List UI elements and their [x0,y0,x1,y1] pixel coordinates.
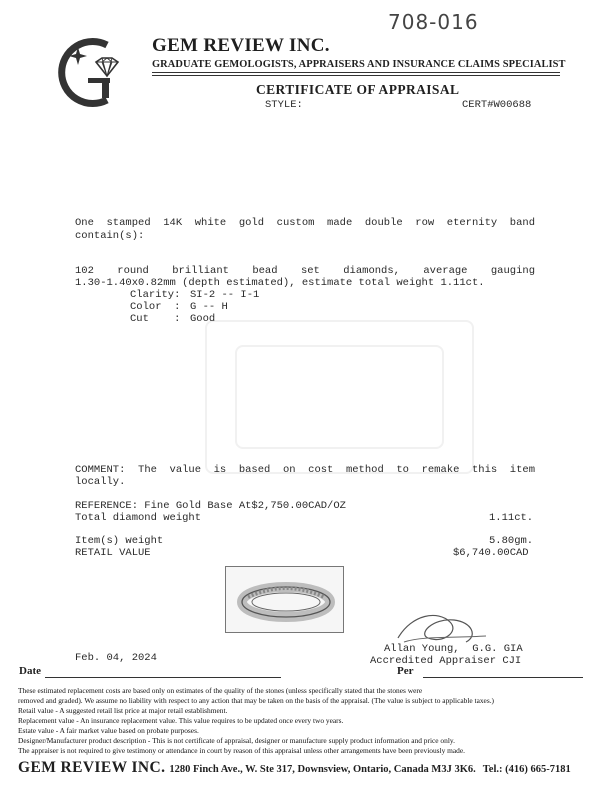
disclaimer-line: Retail value - A suggested retail list price at major retail establishment. [18,706,228,715]
retail-value-amount: $6,740.00CAD [453,547,529,559]
header-rule-top [152,72,560,73]
disclaimer-line: Designer/Manufacturer product description - This is not certificate of appraisal, designer or manufacture supply product information and price only. [18,736,455,745]
appraiser-title: Accredited Appraiser CJI [370,655,522,667]
per-label: Per [397,665,414,677]
certificate-title: CERTIFICATE OF APPRAISAL [256,82,460,97]
comment-line: locally. [75,476,126,488]
per-signature-line [423,677,583,678]
diamond-weight-value: 1.11ct. [489,512,534,524]
reference-line: REFERENCE: Fine Gold Base At$2,750.00CAD/OZ [75,500,346,512]
comment-line: COMMENT: The value is based on cost method to remake this item [75,464,535,476]
item-weight-label: Item(s) weight [75,535,164,547]
cert-number: CERT#W00688 [462,99,532,111]
disclaimer-line: Replacement value - An insurance replacement value. This value requires to be updated once every two years. [18,716,344,725]
file-number: 708-016 [388,10,479,34]
description-line: One stamped 14K white gold custom made double row eternity band [75,217,535,229]
style-label: STYLE: [265,99,303,111]
company-subtitle: GRADUATE GEMOLOGISTS, APPRAISERS AND INSURANCE CLAIMS SPECIALIST [152,59,566,70]
ring-image [226,567,343,632]
item-weight-value: 5.80gm. [489,535,534,547]
grade-color-label: Color : [130,301,181,313]
appraiser-name: Allan Young, G.G. GIA [384,643,523,655]
grade-cut-value: Good [190,313,216,325]
header-rule-bottom [152,75,560,76]
gem-review-logo [55,36,125,110]
retail-value-label: RETAIL VALUE [75,547,151,559]
stones-line: 102 round brilliant bead set diamonds, average gauging [75,265,535,277]
footer-company: GEM REVIEW INC. [18,759,166,776]
disclaimer-line: The appraiser is not required to give testimony or attendance in court by reason of this appraisal unless other arrangements have been previously made. [18,746,465,755]
company-name: GEM REVIEW INC. [152,35,330,56]
date-signature-line [45,677,281,678]
ring-photo [225,566,344,633]
footer-address: 1280 Finch Ave., W. Ste 317, Downsview, Ontario, Canada M3J 3K6. [169,764,476,775]
disclaimer-line: These estimated replacement costs are based only on estimates of the quality of the stones (unless specifically stated that the stones were [18,686,423,695]
footer-tel: Tel.: (416) 665-7181 [482,764,571,775]
disclaimer-line: Estate value - A fair market value based on probate purposes. [18,726,199,735]
date-label: Date [19,665,41,677]
grade-cut-label: Cut : [130,313,181,325]
grade-clarity-value: SI-2 -- I-1 [190,289,260,301]
diamond-weight-label: Total diamond weight [75,512,202,524]
footer [18,759,571,777]
disclaimer-line: removed and graded). We assume no liability with respect to any action that may be taken on the basis of the appraisal. (The value is subject to applicable taxes.) [18,696,495,705]
appraisal-date: Feb. 04, 2024 [75,652,157,664]
stones-line: 1.30-1.40x0.82mm (depth estimated), estimate total weight 1.11ct. [75,277,485,289]
grade-clarity-label: Clarity: [130,289,181,301]
grade-color-value: G -- H [190,301,228,313]
description-line: contain(s): [75,230,145,242]
